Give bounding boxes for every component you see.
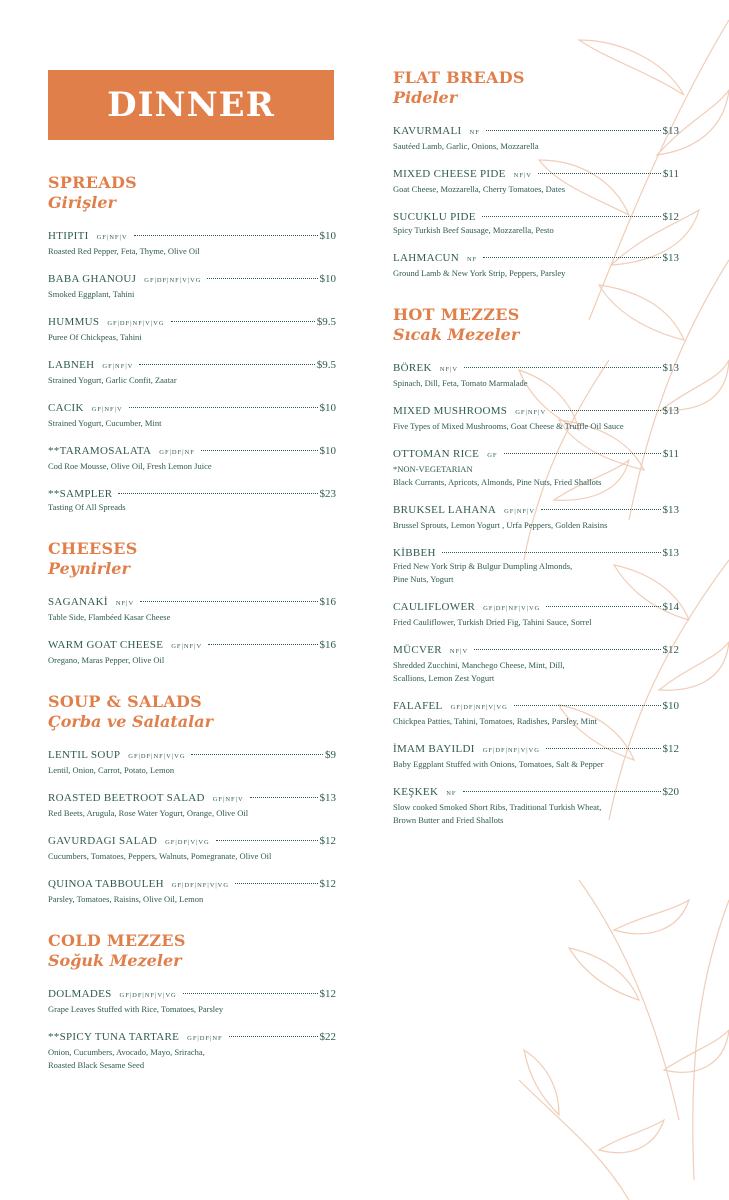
item-price: $12 (319, 878, 336, 890)
dietary-tags: NF (469, 129, 480, 136)
dietary-tags: GF|NF|V (96, 234, 128, 241)
dietary-tags: GF|DF|NF|V|VG (144, 277, 202, 284)
item-name: MIXED MUSHROOMS (393, 405, 508, 417)
item-price: $12 (662, 743, 679, 755)
dietary-tags: GF|DF|NF|V|VG (482, 747, 540, 754)
dot-leader (208, 644, 317, 645)
item-price: $20 (662, 786, 679, 798)
menu-item-kibbeh (393, 546, 679, 586)
dot-leader (552, 410, 660, 411)
section-title: SOUP & SALADS (48, 692, 203, 711)
section-title: CHEESES (48, 539, 138, 558)
menu-item-mixed-cheese-pide (393, 167, 679, 196)
menu-item-gavurdagi-salad (48, 834, 336, 863)
section-subtitle: Peynirler (48, 559, 130, 578)
item-name: LAHMACUN (393, 252, 459, 264)
item-name: SUCUKLU PIDE (393, 211, 476, 223)
dietary-tags: GF|DF|V|VG (165, 839, 210, 846)
item-name: CACIK (48, 402, 84, 414)
menu-item-labneh (48, 358, 336, 387)
section-flat-breads (393, 67, 679, 280)
item-price: $12 (662, 211, 679, 223)
menu-title: DINNER (107, 85, 275, 125)
dietary-tags: GF|DF|NF|V|VG (107, 320, 165, 327)
item-price: $16 (319, 596, 336, 608)
menu-item-mucver (393, 643, 679, 685)
dietary-tags: NF (466, 256, 478, 263)
item-price: $13 (319, 792, 336, 804)
dietary-tags: GF|NF|V (91, 406, 123, 413)
item-description: Strained Yogurt, Cucumber, Mint (48, 418, 162, 428)
item-price: $11 (662, 168, 679, 180)
item-price: $23 (319, 488, 336, 500)
item-description: Fried Cauliflower, Turkish Dried Fig, Tahini Sauce, Sorrel (393, 617, 592, 627)
menu-item-line (393, 503, 679, 519)
item-name: **SPICY TUNA TARTARE (48, 1031, 180, 1043)
dietary-tags: GF|DF|NF|V|VG (450, 704, 508, 711)
item-price: $9.5 (316, 316, 336, 328)
menu-item-sampler (48, 487, 336, 514)
item-description: Sautéed Lamb, Garlic, Onions, Mozzarella (393, 141, 539, 151)
dot-leader (216, 840, 318, 841)
menu-item-line (48, 877, 336, 893)
item-name: OTTOMAN RICE (393, 448, 480, 460)
dot-leader (250, 797, 318, 798)
item-description: *NON-VEGETARIAN (393, 464, 473, 474)
dietary-tags: NF|V (513, 172, 532, 179)
dot-leader (482, 216, 661, 217)
menu-item-dolmades (48, 987, 336, 1016)
item-price: $13 (662, 547, 679, 559)
left-column (48, 172, 336, 1096)
menu-item-line (48, 595, 336, 611)
menu-item-line (393, 546, 679, 560)
menu-item-roasted-beetroot-salad (48, 791, 336, 820)
dot-leader (541, 509, 660, 510)
menu-item-htipiti (48, 229, 336, 258)
item-description: Table Side, Flambéed Kasar Cheese (48, 612, 171, 622)
menu-item-quinoa-tabbouleh (48, 877, 336, 906)
dot-leader (235, 883, 317, 884)
dot-leader (442, 552, 661, 553)
item-price: $12 (662, 644, 679, 656)
dietary-tags: GF|DF|NF (187, 1035, 223, 1042)
menu-item-mixed-mushrooms (393, 404, 679, 433)
dot-leader (474, 649, 660, 650)
item-name: CAULIFLOWER (393, 601, 476, 613)
dietary-tags: GF|NF|V (102, 363, 134, 370)
item-description: Slow cooked Smoked Short Ribs, Traditional Turkish Wheat, (393, 802, 602, 812)
menu-item-line (48, 987, 336, 1003)
menu-item-ottoman-rice (393, 447, 679, 489)
menu-item-line (48, 315, 336, 331)
item-price: $13 (662, 125, 679, 137)
item-description: Baby Eggplant Stuffed with Onions, Tomatoes, Salt & Pepper (393, 759, 604, 769)
menu-item-cauliflower (393, 600, 679, 629)
item-name: BABA GHANOUJ (48, 273, 137, 285)
item-description: Chickpea Patties, Tahini, Tomatoes, Radishes, Parsley, Mint (393, 716, 598, 726)
dot-leader (463, 791, 661, 792)
dot-leader (183, 993, 318, 994)
item-name: MIXED CHEESE PIDE (393, 168, 506, 180)
section-subtitle: Girişler (48, 193, 116, 212)
item-name: DOLMADES (48, 988, 112, 1000)
item-description: Grape Leaves Stuffed with Rice, Tomatoes, Parsley (48, 1004, 224, 1014)
item-name: BÖREK (393, 362, 432, 374)
item-price: $10 (319, 402, 336, 414)
menu-item-line (48, 638, 336, 654)
menu-item-line (393, 167, 679, 183)
item-description: Smoked Eggplant, Tahini (48, 289, 135, 299)
menu-item-line (48, 1030, 336, 1046)
menu-item-imam-bayildi (393, 742, 679, 771)
menu-item-bruksel-lahana (393, 503, 679, 532)
menu-item-line (48, 272, 336, 288)
section-title: COLD MEZZES (48, 931, 186, 950)
dot-leader (486, 130, 661, 131)
section-title: SPREADS (48, 173, 138, 192)
menu-item-sucuklu-pide (393, 210, 679, 237)
item-name: FALAFEL (393, 700, 443, 712)
dietary-tags: NF (446, 790, 457, 797)
item-description: Red Beets, Arugula, Rose Water Yogurt, Orange, Olive Oil (48, 808, 249, 818)
item-description: Puree Of Chickpeas, Tahini (48, 332, 142, 342)
section-hot-mezzes (393, 304, 679, 827)
right-column (393, 67, 679, 851)
item-description: Onion, Cucumbers, Avocado, Mayo, Sriracha, (48, 1047, 205, 1057)
menu-item-borek (393, 361, 679, 390)
dietary-tags: GF|DF|NF|V|VG (128, 753, 186, 760)
item-price: $22 (319, 1031, 336, 1043)
menu-item-line (393, 643, 679, 659)
item-description: Ground Lamb & New York Strip, Peppers, Parsley (393, 268, 566, 278)
menu-item-keskek (393, 785, 679, 827)
menu-item-line (393, 124, 679, 140)
item-price: $10 (319, 445, 336, 457)
item-name: HTIPITI (48, 230, 89, 242)
menu-item-line (48, 487, 336, 501)
dietary-tags: NF|V (449, 648, 469, 655)
menu-item-line (393, 210, 679, 224)
item-price: $13 (662, 252, 679, 264)
dot-leader (139, 364, 314, 365)
menu-item-lentil-soup (48, 748, 336, 777)
item-description: Lentil, Onion, Carrot, Potato, Lemon (48, 765, 175, 775)
section-cheeses (48, 538, 336, 667)
item-price: $10 (662, 700, 679, 712)
menu-item-warm-goat-cheese (48, 638, 336, 667)
dot-leader (464, 367, 660, 368)
dot-leader (134, 235, 318, 236)
section-title: FLAT BREADS (393, 68, 525, 87)
menu-item-saganaki (48, 595, 336, 624)
dietary-tags: GF|DF|NF (159, 449, 195, 456)
dietary-tags: GF|NF|V (171, 643, 203, 650)
dietary-tags: NF|V (115, 600, 135, 607)
section-subtitle: Soğuk Mezeler (48, 951, 182, 970)
item-description: Cucumbers, Tomatoes, Peppers, Walnuts, Pomegranate, Olive Oil (48, 851, 272, 861)
dot-leader (514, 705, 661, 706)
menu-item-line (48, 444, 336, 460)
menu-item-lahmacun (393, 251, 679, 280)
dot-leader (118, 493, 317, 494)
item-description: Fried New York Strip & Bulgur Dumpling Almonds, (393, 561, 573, 571)
dot-leader (546, 748, 661, 749)
menu-title-banner (48, 70, 334, 140)
item-name: **TARAMOSALATA (48, 445, 152, 457)
item-description: Pine Nuts, Yogurt (393, 574, 454, 584)
menu-item-line (48, 791, 336, 807)
menu-item-falafel (393, 699, 679, 728)
dot-leader (504, 453, 661, 454)
section-subtitle: Pideler (393, 88, 458, 107)
menu-item-taramosalata (48, 444, 336, 473)
menu-item-line (48, 229, 336, 245)
section-subtitle: Sıcak Mezeler (393, 325, 520, 344)
menu-item-line (393, 699, 679, 715)
item-price: $12 (319, 835, 336, 847)
menu-item-line (48, 358, 336, 374)
item-name: QUINOA TABBOULEH (48, 878, 164, 890)
menu-item-line (48, 401, 336, 417)
item-price: $13 (662, 504, 679, 516)
item-description: Brussel Sprouts, Lemon Yogurt , Urfa Peppers, Golden Raisins (393, 520, 608, 530)
item-name: İMAM BAYILDI (393, 743, 475, 755)
item-price: $13 (662, 362, 679, 374)
item-name: LABNEH (48, 359, 95, 371)
item-name: ROASTED BEETROOT SALAD (48, 792, 205, 804)
item-description: Black Currants, Apricots, Almonds, Pine Nuts, Fried Shallots (393, 477, 602, 487)
item-description: Roasted Black Sesame Seed (48, 1060, 145, 1070)
dietary-tags: GF (487, 452, 498, 459)
menu-item-line (393, 742, 679, 758)
menu-item-baba-ghanouj (48, 272, 336, 301)
menu-item-line (393, 600, 679, 616)
item-description: Tasting Of All Spreads (48, 502, 126, 512)
item-price: $13 (662, 405, 679, 417)
item-price: $14 (662, 601, 679, 613)
item-name: WARM GOAT CHEESE (48, 639, 164, 651)
menu-item-kavurmali (393, 124, 679, 153)
item-description: Brown Butter and Fried Shallots (393, 815, 504, 825)
item-description: Shredded Zucchini, Manchego Cheese, Mint, Dill, (393, 660, 565, 670)
item-name: SAGANAKİ (48, 596, 108, 608)
item-price: $16 (319, 639, 336, 651)
item-name: HUMMUS (48, 316, 100, 328)
item-name: **SAMPLER (48, 488, 113, 500)
dot-leader (191, 754, 323, 755)
item-price: $10 (319, 230, 336, 242)
dot-leader (171, 321, 315, 322)
item-description: Parsley, Tomatoes, Raisins, Olive Oil, Lemon (48, 894, 204, 904)
menu-item-line (393, 361, 679, 377)
menu-item-line (48, 748, 336, 764)
item-name: LENTIL SOUP (48, 749, 121, 761)
section-soup-salads (48, 691, 336, 906)
menu-item-line (48, 834, 336, 850)
item-name: BRUKSEL LAHANA (393, 504, 497, 516)
item-price: $9 (325, 749, 336, 761)
section-title: HOT MEZZES (393, 305, 520, 324)
dietary-tags: GF|DF|NF|V|VG (483, 605, 541, 612)
menu-item-line (393, 785, 679, 801)
item-price: $11 (662, 448, 679, 460)
item-name: KEŞKEK (393, 786, 439, 798)
item-price: $10 (319, 273, 336, 285)
item-description: Roasted Red Pepper, Feta, Thyme, Olive Oil (48, 246, 200, 256)
item-description: Spinach, Dill, Feta, Tomato Marmalade (393, 378, 528, 388)
item-description: Oregano, Maras Pepper, Olive Oil (48, 655, 165, 665)
section-subtitle: Çorba ve Salatalar (48, 712, 214, 731)
item-name: GAVURDAGI SALAD (48, 835, 158, 847)
item-description: Cod Roe Mousse, Olive Oil, Fresh Lemon Juice (48, 461, 212, 471)
menu-item-line (393, 251, 679, 267)
item-description: Goat Cheese, Mozzarella, Cherry Tomatoes, Dates (393, 184, 566, 194)
dot-leader (546, 606, 660, 607)
dot-leader (483, 257, 660, 258)
dot-leader (140, 601, 317, 602)
item-description: Five Types of Mixed Mushrooms, Goat Cheese & Truffle Oil Sauce (393, 421, 624, 431)
menu-item-cacik (48, 401, 336, 430)
dietary-tags: GF|NF|V (212, 796, 244, 803)
menu-item-line (393, 447, 679, 463)
item-description: Scallions, Lemon Zest Yogurt (393, 673, 495, 683)
item-description: Strained Yogurt, Garlic Confit, Zaatar (48, 375, 177, 385)
dot-leader (538, 173, 661, 174)
dot-leader (207, 278, 317, 279)
dietary-tags: GF|NF|V (515, 409, 547, 416)
dot-leader (129, 407, 318, 408)
menu-item-line (393, 404, 679, 420)
menu-item-hummus (48, 315, 336, 344)
dot-leader (229, 1036, 318, 1037)
dietary-tags: GF|DF|NF|V|VG (171, 882, 230, 889)
item-name: KİBBEH (393, 547, 436, 559)
item-name: MÜCVER (393, 644, 442, 656)
item-price: $12 (319, 988, 336, 1000)
dietary-tags: NF|V (439, 366, 459, 373)
item-name: KAVURMALI (393, 125, 462, 137)
dietary-tags: GF|NF|V (504, 508, 536, 515)
menu-item-spicy-tuna-tartare (48, 1030, 336, 1072)
dietary-tags: GF|DF|NF|V|VG (119, 992, 177, 999)
item-price: $9.5 (316, 359, 336, 371)
section-cold-mezzes (48, 930, 336, 1072)
item-description: Spicy Turkish Beef Sausage, Mozzarella, Pesto (393, 225, 554, 235)
dot-leader (201, 450, 318, 451)
section-spreads (48, 172, 336, 514)
